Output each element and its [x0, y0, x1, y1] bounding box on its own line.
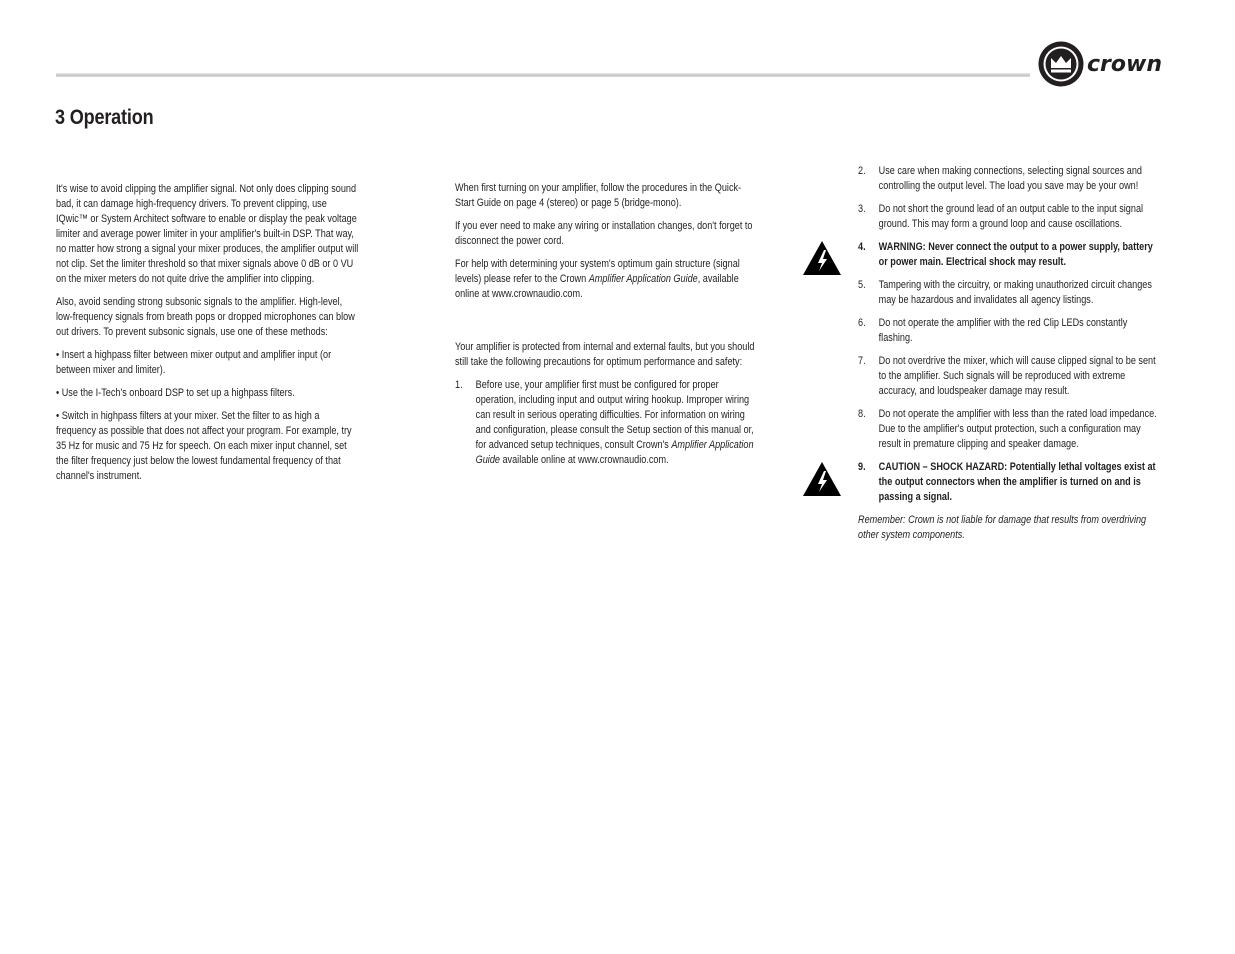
- remember-note: Remember: Crown is not liable for damage that results from overdriving other system components.: [858, 514, 1147, 541]
- electrical-hazard-warning-icon: [802, 461, 842, 497]
- paragraph: When first turning on your amplifier, follow the procedures in the Quick-Start Guide on page 4 (stereo) or page 5 (bridge-mono).: [455, 182, 742, 209]
- item-number: 4.: [858, 241, 866, 253]
- crown-logo: [1037, 39, 1182, 89]
- paragraph: It's wise to avoid clipping the amplifier signal. Not only does clipping sound bad, it can damage high-frequency drivers. To prevent clipping, use IQwic™ or System Architect software to enable or display the peak voltage limiter and average power limiter in your amplifier's built-in DSP. That way, no matter how strong a signal your mixer produces, the amplifier output will not clip. Set the limiter threshold so that mixer signals above 0 dB or 0 VU on the mixer meters do not quite drive the amplifier into clipping.: [56, 183, 359, 285]
- text: Do not overdrive the mixer, which will cause clipped signal to be sent to the amplifier. Such signals will be reproduced with extreme accuracy, and loudspeaker damage may result.: [878, 355, 1156, 397]
- paragraph: Also, avoid sending strong subsonic signals to the amplifier. High-level, low-frequency signals from breath pops or dropped microphones can blow out drivers. To prevent subsonic signals, use one of these methods:: [56, 296, 355, 338]
- guide-title: Amplifier Application Guide: [588, 273, 698, 285]
- item-number: 3.: [858, 203, 866, 215]
- electrical-hazard-warning-icon: [802, 240, 842, 276]
- section-spacer: [455, 310, 756, 340]
- text: Do not short the ground lead of an output cable to the input signal ground. This may form a ground loop and cause oscillations.: [878, 203, 1144, 230]
- column-startup: [455, 181, 756, 476]
- item-number: 1.: [455, 379, 463, 391]
- guide-title: Amplifier Application Guide: [475, 439, 754, 466]
- list-item: [858, 316, 1161, 346]
- text: , available online at www.crownaudio.com.: [455, 273, 739, 300]
- item-number: 6.: [858, 317, 866, 329]
- page-title: 3 Operation: [55, 106, 154, 129]
- list-item: [455, 378, 756, 468]
- text: Do not operate the amplifier with less than the rated load impedance. Due to the amplifier's output protection, such a configuration may result in premature clipping and speaker damage.: [878, 408, 1157, 450]
- precautions-list: [455, 378, 756, 468]
- text: For help with determining your system's optimum gain structure (signal levels) please refer to the Crown: [455, 258, 740, 285]
- header-rule: [56, 73, 1030, 77]
- item-number: 5.: [858, 279, 866, 291]
- bullet-item: • Insert a highpass filter between mixer output and amplifier input (or between mixer and limiter).: [56, 349, 332, 376]
- paragraph: Your amplifier is protected from internal and external faults, but you should still take the following precautions for optimum performance and safety:: [455, 341, 755, 368]
- text: Tampering with the circuitry, or making unauthorized circuit changes may be hazardous and invalidates all agency listings.: [878, 279, 1152, 306]
- list-item: [858, 407, 1161, 452]
- item-number: 7.: [858, 355, 866, 367]
- column-precautions: [858, 164, 1161, 551]
- list-item: [858, 354, 1161, 399]
- text: Use care when making connections, selecting signal sources and controlling the output level. The load you save may be your own!: [878, 165, 1142, 192]
- item-number: 8.: [858, 408, 866, 420]
- bullet-item: • Use the I-Tech's onboard DSP to set up a highpass filters.: [56, 387, 295, 399]
- paragraph: [455, 257, 756, 302]
- bullet-item: • Switch in highpass filters at your mixer. Set the filter to as high a frequency as possible that does not affect your program. For example, try 35 Hz for music and 75 Hz for speech. On each mixer input channel, set the filter frequency just below the lowest fundamental frequency of that channel's instrument.: [56, 410, 352, 482]
- list-item: [858, 278, 1161, 308]
- paragraph: If you ever need to make any wiring or installation changes, don't forget to disconnect the power cord.: [455, 220, 753, 247]
- precautions-list: [858, 164, 1161, 505]
- item-number: 2.: [858, 165, 866, 177]
- text: Do not operate the amplifier with the red Clip LEDs constantly flashing.: [878, 317, 1128, 344]
- list-item: [858, 164, 1161, 194]
- text: available online at www.crownaudio.com.: [499, 454, 669, 466]
- text: Before use, your amplifier first must be configured for proper operation, including input and output wiring hookup. Improper wiring can result in serious operating difficulties. For information on wiring and configuration, please consult the Setup section of this manual or, for advanced setup techniques, consult Crown's: [475, 379, 754, 451]
- warning-item: [858, 240, 1161, 270]
- text: WARNING: Never connect the output to a power supply, battery or power main. Electrical shock may result.: [878, 241, 1153, 268]
- svg-text:crown: crown: [1087, 52, 1162, 77]
- item-number: 9.: [858, 461, 866, 473]
- list-item: [858, 202, 1161, 232]
- text: CAUTION – SHOCK HAZARD: Potentially lethal voltages exist at the output connectors when the amplifier is turned on and is passing a signal.: [878, 461, 1156, 503]
- caution-item: [858, 460, 1161, 505]
- column-clipping: [56, 182, 360, 492]
- crown-logo-icon: [1037, 39, 1182, 89]
